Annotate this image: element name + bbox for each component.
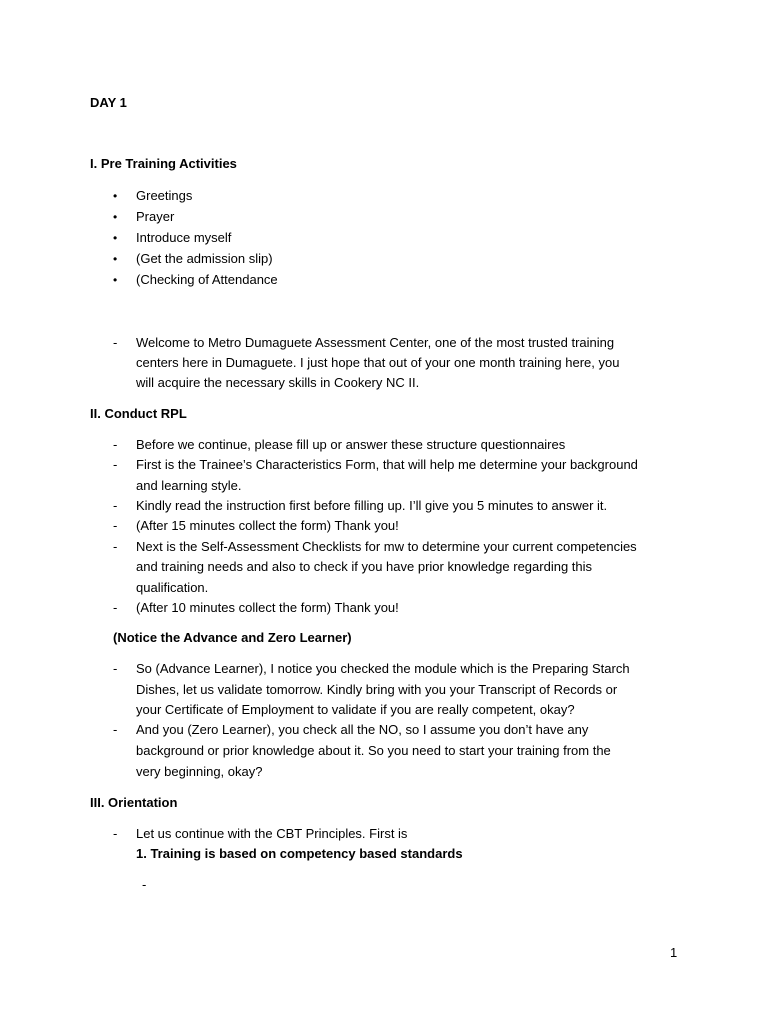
page-number: 1	[670, 945, 678, 960]
paragraph-line: Let us continue with the CBT Principles. First is	[136, 826, 408, 841]
dash-marker: -	[113, 826, 118, 841]
paragraph-line: background or prior knowledge about it. So you need to start your training from the	[136, 743, 611, 758]
list-item: Prayer	[136, 209, 175, 224]
paragraph-line: Welcome to Metro Dumaguete Assessment Center, one of the most trusted training	[136, 335, 615, 350]
dash-marker: -	[113, 437, 118, 452]
dash-marker: -	[113, 539, 118, 554]
list-item: (Get the admission slip)	[136, 251, 273, 266]
notice-note: (Notice the Advance and Zero Learner)	[113, 630, 352, 645]
dash-marker: -	[113, 457, 118, 472]
paragraph-line: Next is the Self-Assessment Checklists for mw to determine your current competencies	[136, 539, 637, 554]
section-heading-pre-training: I. Pre Training Activities	[90, 156, 237, 171]
dash-marker: -	[113, 498, 118, 513]
paragraph-line: Dishes, let us validate tomorrow. Kindly bring with you your Transcript of Records or	[136, 682, 618, 697]
dash-marker: -	[113, 722, 118, 737]
dash-marker: -	[113, 661, 118, 676]
paragraph-line: and learning style.	[136, 478, 242, 493]
bullet-marker: •	[113, 189, 118, 203]
paragraph-line: and training needs and also to check if you have prior knowledge regarding this	[136, 559, 593, 574]
paragraph-line: First is the Trainee’s Characteristics Form, that will help me determine your background	[136, 457, 638, 472]
section-heading-orientation: III. Orientation	[90, 795, 178, 810]
bullet-marker: •	[113, 210, 118, 224]
paragraph-line: (After 15 minutes collect the form) Thank you!	[136, 518, 399, 533]
dash-marker: -	[142, 877, 147, 892]
list-item: (Checking of Attendance	[136, 272, 278, 287]
paragraph-line: Kindly read the instruction first before filling up. I’ll give you 5 minutes to answer it.	[136, 498, 608, 513]
principle-heading: 1. Training is based on competency based standards	[136, 846, 463, 861]
paragraph-line: qualification.	[136, 580, 209, 595]
dash-marker: -	[113, 335, 118, 350]
day-heading: DAY 1	[90, 95, 127, 110]
list-item: Introduce myself	[136, 230, 232, 245]
dash-marker: -	[113, 600, 118, 615]
paragraph-line: And you (Zero Learner), you check all the NO, so I assume you don’t have any	[136, 722, 589, 737]
dash-marker: -	[113, 518, 118, 533]
paragraph-line: (After 10 minutes collect the form) Thank you!	[136, 600, 399, 615]
paragraph-line: will acquire the necessary skills in Cookery NC II.	[136, 375, 420, 390]
paragraph-line: very beginning, okay?	[136, 764, 263, 779]
bullet-marker: •	[113, 273, 118, 287]
paragraph-line: centers here in Dumaguete. I just hope that out of your one month training here, you	[136, 355, 620, 370]
paragraph-line: Before we continue, please fill up or answer these structure questionnaires	[136, 437, 566, 452]
bullet-marker: •	[113, 231, 118, 245]
bullet-marker: •	[113, 252, 118, 266]
list-item: Greetings	[136, 188, 193, 203]
section-heading-conduct-rpl: II. Conduct RPL	[90, 406, 187, 421]
paragraph-line: So (Advance Learner), I notice you checked the module which is the Preparing Starch	[136, 661, 630, 676]
paragraph-line: your Certificate of Employment to validate if you are really competent, okay?	[136, 702, 575, 717]
